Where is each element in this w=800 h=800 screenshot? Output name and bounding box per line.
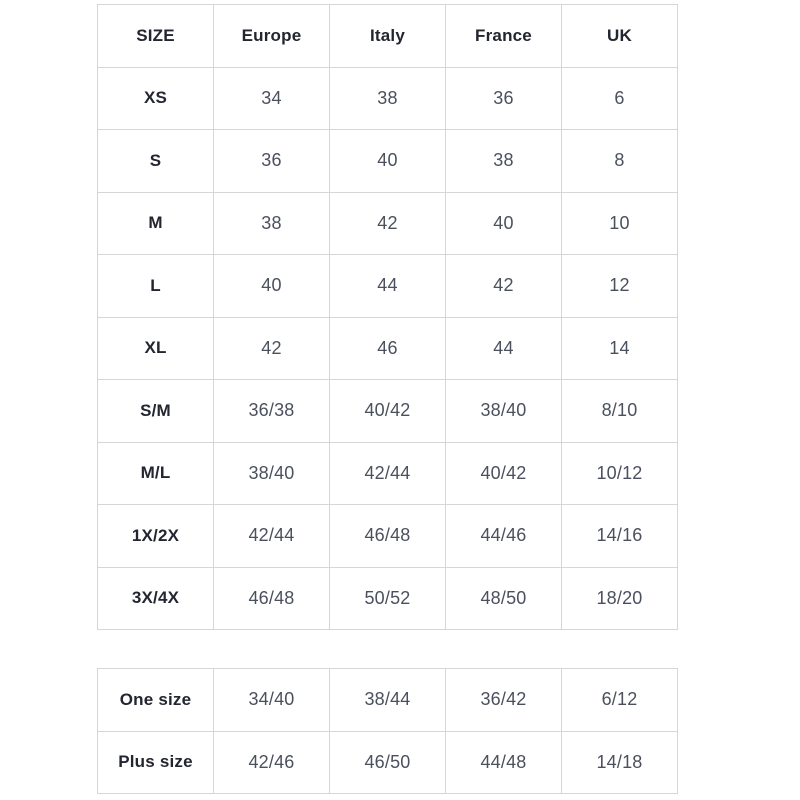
row-label: XL xyxy=(98,317,214,380)
value-cell: 14/16 xyxy=(562,505,678,568)
row-label: 1X/2X xyxy=(98,505,214,568)
header-cell-size: SIZE xyxy=(98,5,214,68)
value-cell: 38/44 xyxy=(330,669,446,732)
value-cell: 46/50 xyxy=(330,731,446,794)
header-cell-italy: Italy xyxy=(330,5,446,68)
value-cell: 46/48 xyxy=(330,505,446,568)
table-row-plus-size xyxy=(98,731,678,794)
table-row-sm xyxy=(98,380,678,443)
value-cell: 42 xyxy=(214,317,330,380)
row-label: M xyxy=(98,192,214,255)
value-cell: 48/50 xyxy=(446,567,562,630)
value-cell: 6 xyxy=(562,67,678,130)
value-cell: 36 xyxy=(214,130,330,193)
value-cell: 14/18 xyxy=(562,731,678,794)
table-row-m xyxy=(98,192,678,255)
value-cell: 18/20 xyxy=(562,567,678,630)
value-cell: 50/52 xyxy=(330,567,446,630)
value-cell: 44/48 xyxy=(446,731,562,794)
value-cell: 44 xyxy=(446,317,562,380)
row-label: S xyxy=(98,130,214,193)
value-cell: 8 xyxy=(562,130,678,193)
row-label: XS xyxy=(98,67,214,130)
value-cell: 8/10 xyxy=(562,380,678,443)
value-cell: 10/12 xyxy=(562,442,678,505)
value-cell: 44/46 xyxy=(446,505,562,568)
value-cell: 34/40 xyxy=(214,669,330,732)
value-cell: 46 xyxy=(330,317,446,380)
table-row-s xyxy=(98,130,678,193)
header-cell-france: France xyxy=(446,5,562,68)
row-label: Plus size xyxy=(98,731,214,794)
value-cell: 12 xyxy=(562,255,678,318)
value-cell: 44 xyxy=(330,255,446,318)
value-cell: 38 xyxy=(330,67,446,130)
value-cell: 36/38 xyxy=(214,380,330,443)
row-label: S/M xyxy=(98,380,214,443)
row-label: One size xyxy=(98,669,214,732)
value-cell: 40 xyxy=(214,255,330,318)
table-row-xl xyxy=(98,317,678,380)
value-cell: 42 xyxy=(446,255,562,318)
row-label: M/L xyxy=(98,442,214,505)
value-cell: 40/42 xyxy=(330,380,446,443)
value-cell: 42/46 xyxy=(214,731,330,794)
value-cell: 42 xyxy=(330,192,446,255)
header-cell-europe: Europe xyxy=(214,5,330,68)
value-cell: 40/42 xyxy=(446,442,562,505)
row-label: 3X/4X xyxy=(98,567,214,630)
value-cell: 38 xyxy=(214,192,330,255)
table-row-1x2x xyxy=(98,505,678,568)
table-row-one-size xyxy=(98,669,678,732)
value-cell: 10 xyxy=(562,192,678,255)
table-row-ml xyxy=(98,442,678,505)
value-cell: 42/44 xyxy=(330,442,446,505)
value-cell: 34 xyxy=(214,67,330,130)
value-cell: 36 xyxy=(446,67,562,130)
header-row xyxy=(98,5,678,68)
value-cell: 42/44 xyxy=(214,505,330,568)
value-cell: 40 xyxy=(330,130,446,193)
value-cell: 38/40 xyxy=(446,380,562,443)
value-cell: 46/48 xyxy=(214,567,330,630)
value-cell: 36/42 xyxy=(446,669,562,732)
size-conversion-table xyxy=(97,4,678,630)
table-row-l xyxy=(98,255,678,318)
value-cell: 14 xyxy=(562,317,678,380)
value-cell: 38 xyxy=(446,130,562,193)
row-label: L xyxy=(98,255,214,318)
value-cell: 38/40 xyxy=(214,442,330,505)
special-sizes-table xyxy=(97,668,678,794)
table-row-3x4x xyxy=(98,567,678,630)
header-cell-uk: UK xyxy=(562,5,678,68)
value-cell: 40 xyxy=(446,192,562,255)
value-cell: 6/12 xyxy=(562,669,678,732)
table-row-xs xyxy=(98,67,678,130)
